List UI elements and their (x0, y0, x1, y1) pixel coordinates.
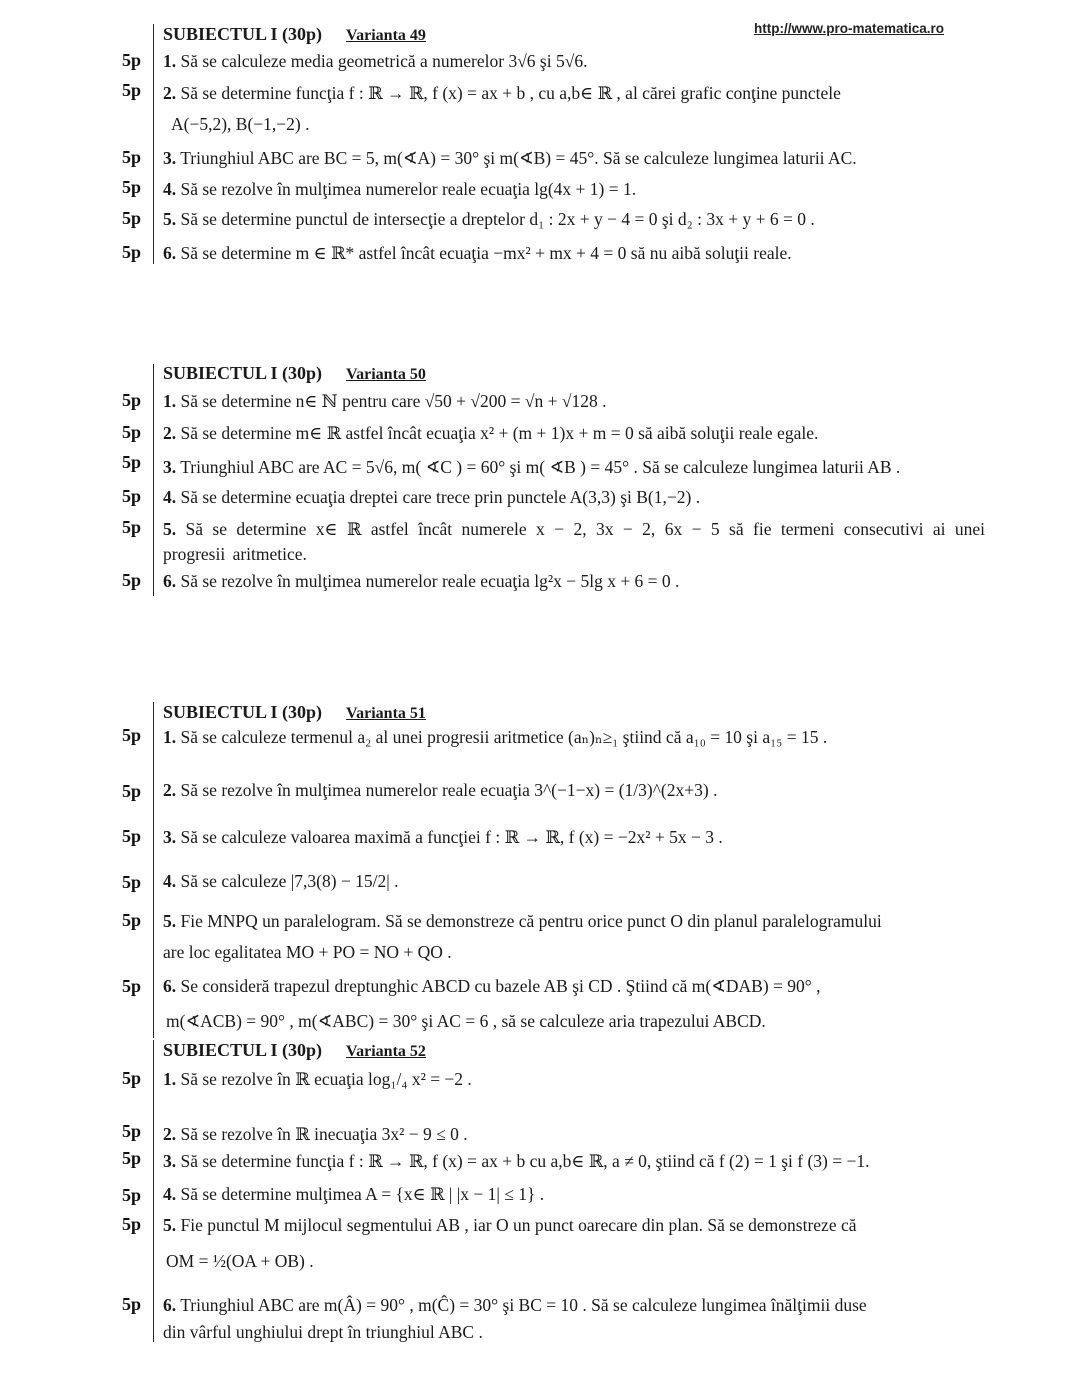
subject-title: SUBIECTUL I (30p) (163, 24, 323, 44)
problem-2 (163, 423, 818, 444)
problem-2 (163, 83, 841, 104)
problem-number: 4. (163, 487, 177, 507)
problem-5 (163, 517, 985, 567)
problem-number: 1. (163, 727, 177, 747)
points-label: 5p (122, 1185, 142, 1205)
problem-text: Să se determine punctul de intersecţie a dreptelor d₁ : 2x + y − 4 = 0 şi d₂ : 3x + y + 6 = 0 . (180, 209, 815, 229)
problem-5 (163, 209, 815, 230)
points-label: 5p (122, 781, 142, 801)
problem-text: Să se rezolve în mulţimea numerelor reale ecuaţia lg(4x + 1) = 1. (180, 179, 637, 199)
variant-label: Varianta 49 (346, 27, 426, 44)
points-label: 5p (122, 452, 142, 472)
problem-number: 4. (163, 1184, 177, 1204)
problem-number: 6. (163, 976, 177, 996)
problem-6-cont: din vârful unghiului drept în triunghiul ABC . (163, 1322, 483, 1342)
problem-4 (163, 1184, 544, 1205)
problem-number: 2. (163, 83, 177, 103)
points-label: 5p (122, 50, 142, 70)
problem-text: Să se determine ecuaţia dreptei care trece prin punctele A(3,3) şi B(1,−2) . (180, 487, 701, 507)
margin-divider (153, 702, 154, 1038)
problem-number: 4. (163, 871, 177, 891)
problem-text: Să se determine n∈ ℕ pentru care √50 + √200 = √n + √128 . (180, 391, 607, 411)
margin-divider (153, 24, 154, 264)
problem-number: 6. (163, 243, 177, 263)
problem-5 (163, 911, 882, 932)
points-label: 5p (122, 1294, 142, 1314)
variant-label: Varianta 51 (346, 705, 426, 722)
points-label: 5p (122, 517, 142, 537)
problem-1 (163, 727, 827, 748)
points-label: 5p (122, 1214, 142, 1234)
problem-text: Să se rezolve în mulţimea numerelor reale ecuaţia 3^(−1−x) = (1/3)^(2x+3) . (180, 780, 718, 800)
problem-number: 3. (163, 148, 177, 168)
points-label: 5p (122, 872, 142, 892)
points-label: 5p (122, 725, 142, 745)
problem-3 (163, 1151, 869, 1172)
problem-5 (163, 1215, 857, 1236)
points-label: 5p (122, 1121, 142, 1141)
points-label: 5p (122, 570, 142, 590)
problem-number: 3. (163, 1151, 177, 1171)
problem-number: 1. (163, 391, 177, 411)
problem-number: 6. (163, 1295, 177, 1315)
problem-text: Se consideră trapezul dreptunghic ABCD cu bazele AB şi CD . Ştiind că m(∢DAB) = 90° , (180, 976, 821, 996)
subject-title: SUBIECTUL I (30p) (163, 363, 323, 383)
points-label: 5p (122, 422, 142, 442)
site-url-link[interactable]: http://www.pro-matematica.ro (754, 21, 945, 36)
problem-number: 2. (163, 423, 177, 443)
problem-text: Să se rezolve în ℝ ecuaţia log₁/₄ x² = −2 . (180, 1069, 472, 1089)
problem-number: 5. (163, 911, 177, 931)
problem-text: Să se determine funcţia f : ℝ → ℝ, f (x) = ax + b , cu a,b∈ ℝ , al cărei grafic conţine punctele (180, 83, 841, 103)
section-heading (163, 1040, 426, 1061)
margin-divider (153, 1040, 154, 1342)
points-label: 5p (122, 910, 142, 930)
section-heading (163, 702, 426, 723)
points-label: 5p (122, 1148, 142, 1168)
problem-6 (163, 976, 821, 997)
problem-text: Să se determine m ∈ ℝ* astfel încât ecuaţia −mx² + mx + 4 = 0 să nu aibă soluţii reale. (180, 243, 792, 263)
points-label: 5p (122, 390, 142, 410)
problem-6 (163, 243, 792, 264)
points-label: 5p (122, 486, 142, 506)
problem-2 (163, 1124, 468, 1145)
points-label: 5p (122, 826, 142, 846)
problem-text: Triunghiul ABC are AC = 5√6, m( ∢C ) = 60° şi m( ∢B ) = 45° . Să se calculeze lungimea laturii AB . (180, 457, 901, 477)
problem-number: 4. (163, 179, 177, 199)
problem-text: Să se calculeze media geometrică a numerelor 3√6 şi 5√6. (180, 51, 588, 71)
problem-6 (163, 1295, 867, 1316)
section-heading (163, 363, 426, 384)
problem-number: 5. (163, 1215, 177, 1235)
problem-text: Să se determine mulţimea A = {x∈ ℝ | |x − 1| ≤ 1} . (180, 1184, 545, 1204)
problem-1 (163, 391, 606, 412)
problem-text: Să se determine m∈ ℝ astfel încât ecuaţia x² + (m + 1)x + m = 0 să aibă soluţii reale egale. (180, 423, 819, 443)
points-label: 5p (122, 976, 142, 996)
problem-text: Să se rezolve în ℝ inecuaţia 3x² − 9 ≤ 0 . (180, 1124, 468, 1144)
problem-2-cont: A(−5,2), B(−1,−2) . (171, 114, 310, 134)
problem-text: Triunghiul ABC are m(Â) = 90° , m(Ĉ) = 30° şi BC = 10 . Să se calculeze lungimea înălţimii duse (180, 1295, 867, 1315)
problem-2 (163, 780, 717, 801)
problem-1 (163, 51, 587, 72)
problem-number: 1. (163, 1069, 177, 1089)
subject-title: SUBIECTUL I (30p) (163, 1040, 323, 1060)
problem-4 (163, 871, 399, 892)
problem-number: 2. (163, 780, 177, 800)
problem-text: Fie punctul M mijlocul segmentului AB , iar O un punct oarecare din plan. Să se demonstreze că (180, 1215, 857, 1235)
problem-text: Triunghiul ABC are BC = 5, m(∢A) = 30° şi m(∢B) = 45°. Să se calculeze lungimea laturii AC. (180, 148, 857, 168)
margin-divider (153, 364, 154, 596)
problem-text: Să se rezolve în mulţimea numerelor reale ecuaţia lg²x − 5lg x + 6 = 0 . (180, 571, 680, 591)
problem-number: 5. (163, 209, 177, 229)
problem-number: 6. (163, 571, 177, 591)
points-label: 5p (122, 208, 142, 228)
subject-title: SUBIECTUL I (30p) (163, 702, 323, 722)
problem-3 (163, 148, 857, 169)
problem-6 (163, 571, 679, 592)
points-label: 5p (122, 242, 142, 262)
section-heading (163, 24, 426, 45)
problem-1 (163, 1069, 472, 1090)
problem-number: 5. (163, 519, 177, 539)
problem-4 (163, 487, 700, 508)
problem-text: Să se determine x∈ ℝ astfel încât numerele x − 2, 3x − 2, 6x − 5 să fie termeni consecutivi ai unei progresii aritmetice. (163, 519, 985, 564)
points-label: 5p (122, 80, 142, 100)
points-label: 5p (122, 177, 142, 197)
points-label: 5p (122, 1068, 142, 1088)
problem-number: 1. (163, 51, 177, 71)
variant-label: Varianta 50 (346, 366, 426, 383)
problem-text: Să se calculeze valoarea maximă a funcţiei f : ℝ → ℝ, f (x) = −2x² + 5x − 3 . (180, 827, 723, 847)
points-label: 5p (122, 147, 142, 167)
problem-number: 3. (163, 457, 177, 477)
problem-5-cont: are loc egalitatea MO + PO = NO + QO . (163, 942, 452, 962)
problem-number: 2. (163, 1124, 177, 1144)
variant-label: Varianta 52 (346, 1043, 426, 1060)
problem-5-cont: OM = ½(OA + OB) . (166, 1251, 314, 1271)
problem-6-cont: m(∢ACB) = 90° , m(∢ABC) = 30° şi AC = 6 , să se calculeze aria trapezului ABCD. (166, 1011, 766, 1031)
problem-text: Fie MNPQ un paralelogram. Să se demonstreze că pentru orice punct O din planul paralelogramului (180, 911, 882, 931)
problem-number: 3. (163, 827, 177, 847)
problem-text: Să se calculeze termenul a₂ al unei progresii aritmetice (aₙ)ₙ≥₁ ştiind că a₁₀ = 10 şi a₁₅ = 15 . (180, 727, 828, 747)
problem-4 (163, 179, 636, 200)
problem-3 (163, 827, 723, 848)
problem-text: Să se calculeze |7,3(8) − 15/2| . (180, 871, 399, 891)
problem-text: Să se determine funcţia f : ℝ → ℝ, f (x) = ax + b cu a,b∈ ℝ, a ≠ 0, ştiind că f (2) = 1 şi f (3) = −1. (180, 1151, 870, 1171)
problem-3 (163, 457, 900, 478)
